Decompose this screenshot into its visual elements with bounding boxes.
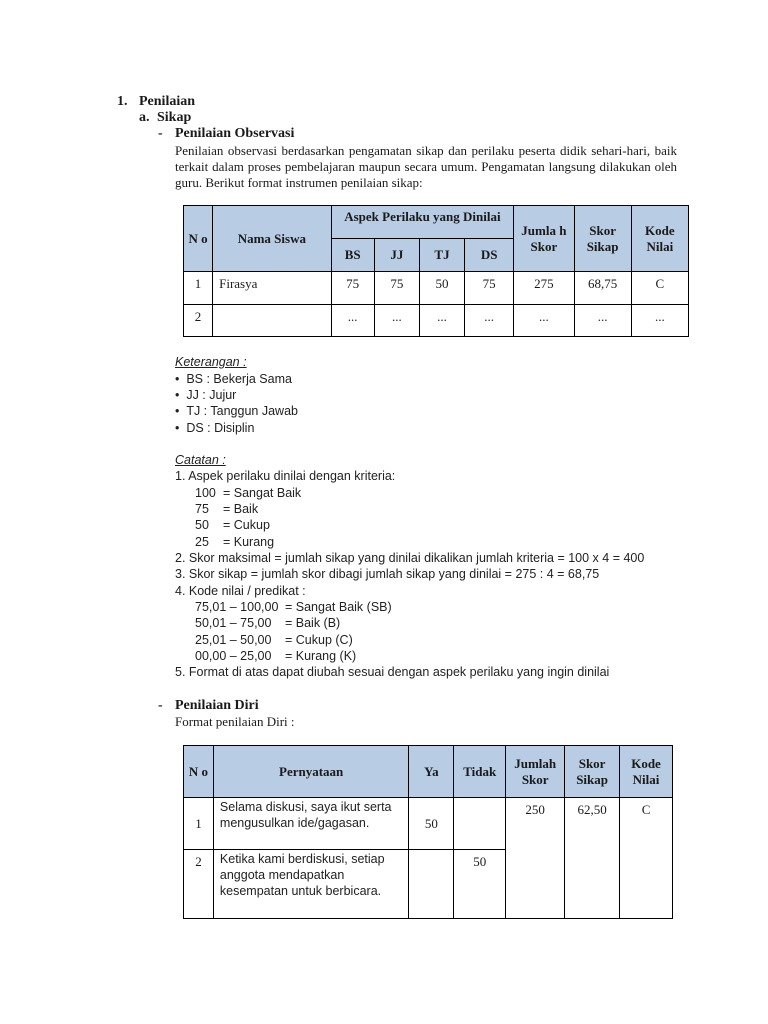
keterangan-item-text: JJ : Jujur: [186, 388, 237, 402]
cell-skor: ...: [574, 305, 631, 337]
cell-no: 1: [184, 798, 214, 850]
header-kode-nilai: Kode Nilai: [631, 206, 688, 272]
header-tj: TJ: [419, 239, 464, 272]
header-no: N o: [184, 206, 213, 272]
cell-tj: ...: [419, 305, 464, 337]
cell-pernyataan: Selama diskusi, saya ikut serta mengusulkan ide/gagasan.: [213, 798, 409, 850]
header-jumlah-skor: Jumlah Skor: [506, 746, 565, 798]
header-kode-nilai: Kode Nilai: [620, 746, 673, 798]
kriteria-value: 100: [195, 486, 216, 500]
diri-title: Penilaian Diri: [175, 698, 259, 713]
observasi-paragraph: Penilaian observasi berdasarkan pengamatan sikap dan perilaku peserta didik sehari-hari, baik terkait dalam proses pembelajaran maupun secara umum. Pengamatan langsung dilakukan oleh guru. Berikut format instrumen penilaian sikap:: [175, 143, 677, 190]
cell-ds: 75: [465, 272, 514, 305]
header-pernyataan: Pernyataan: [213, 746, 409, 798]
keterangan-item: • TJ : Tanggun Jawab: [175, 404, 298, 418]
kriteria-label: = Sangat Baik: [223, 486, 302, 500]
cell-jumlah: 275: [514, 272, 574, 305]
header-skor-sikap: Skor Sikap: [574, 206, 631, 272]
header-nama-siswa: Nama Siswa: [213, 206, 331, 272]
header-tidak: Tidak: [454, 746, 506, 798]
diri-table: [183, 745, 673, 919]
keterangan-item: • JJ : Jujur: [175, 388, 237, 402]
table-row: [184, 798, 673, 850]
diri-dash: -: [158, 698, 163, 713]
cell-kode: C: [620, 798, 673, 919]
cell-ds: ...: [465, 305, 514, 337]
observasi-table: [183, 205, 689, 337]
cell-nama: [213, 305, 331, 337]
header-ya: Ya: [409, 746, 454, 798]
catatan-line-4: 4. Kode nilai / predikat :: [175, 584, 306, 598]
cell-bs: 75: [331, 272, 374, 305]
kriteria-label: = Baik: [223, 502, 259, 516]
predikat-range: 75,01 – 100,00: [195, 600, 279, 614]
header-jumlah-skor: Jumla h Skor: [514, 206, 574, 272]
observasi-title: Penilaian Observasi: [175, 126, 295, 141]
section-number: 1.: [117, 94, 128, 109]
cell-kode: ...: [631, 305, 688, 337]
cell-kode: C: [631, 272, 688, 305]
subsection-title: Sikap: [157, 110, 192, 125]
diri-intro: Format penilaian Diri :: [175, 714, 295, 729]
cell-skor: 68,75: [574, 272, 631, 305]
table-row: [184, 305, 689, 337]
predikat-label: = Baik (B): [285, 616, 341, 630]
cell-jj: 75: [374, 272, 419, 305]
cell-skor: 62,50: [565, 798, 620, 919]
catatan-line-3: 3. Skor sikap = jumlah skor dibagi jumlah sikap yang dinilai = 275 : 4 = 68,75: [175, 567, 600, 581]
cell-tidak: [454, 798, 506, 850]
cell-no: 2: [184, 305, 213, 337]
header-skor-sikap: Skor Sikap: [565, 746, 620, 798]
predikat-range: 00,00 – 25,00: [195, 649, 272, 663]
kriteria-value: 25: [195, 535, 209, 549]
cell-jj: ...: [374, 305, 419, 337]
cell-ya: [409, 850, 454, 919]
predikat-range: 25,01 – 50,00: [195, 633, 272, 647]
cell-jumlah: ...: [514, 305, 574, 337]
cell-no: 2: [184, 850, 214, 919]
catatan-title: Catatan :: [175, 453, 226, 467]
cell-ya: 50: [409, 798, 454, 850]
kriteria-value: 50: [195, 518, 209, 532]
cell-tidak: 50: [454, 850, 506, 919]
header-no: N o: [184, 746, 214, 798]
catatan-line-1: 1. Aspek perilaku dinilai dengan kriteria:: [175, 469, 396, 483]
section-title: Penilaian: [139, 94, 196, 109]
keterangan-title: Keterangan :: [175, 355, 247, 369]
catatan-line-2: 2. Skor maksimal = jumlah sikap yang dinilai dikalikan jumlah kriteria = 100 x 4 = 400: [175, 551, 645, 565]
predikat-label: = Cukup (C): [285, 633, 353, 647]
predikat-range: 50,01 – 75,00: [195, 616, 272, 630]
keterangan-item-text: BS : Bekerja Sama: [186, 372, 292, 386]
cell-no: 1: [184, 272, 213, 305]
header-jj: JJ: [374, 239, 419, 272]
predikat-label: = Sangat Baik (SB): [285, 600, 392, 614]
keterangan-item-text: TJ : Tanggun Jawab: [186, 404, 298, 418]
table-row: [184, 272, 689, 305]
keterangan-item: • DS : Disiplin: [175, 421, 255, 435]
keterangan-item: • BS : Bekerja Sama: [175, 372, 292, 386]
subsection-letter: a.: [139, 110, 150, 125]
cell-nama: Firasya: [213, 272, 331, 305]
cell-tj: 50: [419, 272, 464, 305]
header-bs: BS: [331, 239, 374, 272]
predikat-label: = Kurang (K): [285, 649, 357, 663]
kriteria-value: 75: [195, 502, 209, 516]
kriteria-label: = Kurang: [223, 535, 275, 549]
catatan-line-5: 5. Format di atas dapat diubah sesuai dengan aspek perilaku yang ingin dinilai: [175, 665, 610, 679]
kriteria-label: = Cukup: [223, 518, 270, 532]
cell-pernyataan: Ketika kami berdiskusi, setiap anggota mendapatkan kesempatan untuk berbicara.: [213, 850, 409, 919]
header-aspek: Aspek Perilaku yang Dinilai: [331, 206, 514, 239]
cell-jumlah: 250: [506, 798, 565, 919]
header-ds: DS: [465, 239, 514, 272]
observasi-dash: -: [158, 126, 163, 141]
keterangan-item-text: DS : Disiplin: [186, 421, 255, 435]
cell-bs: ...: [331, 305, 374, 337]
